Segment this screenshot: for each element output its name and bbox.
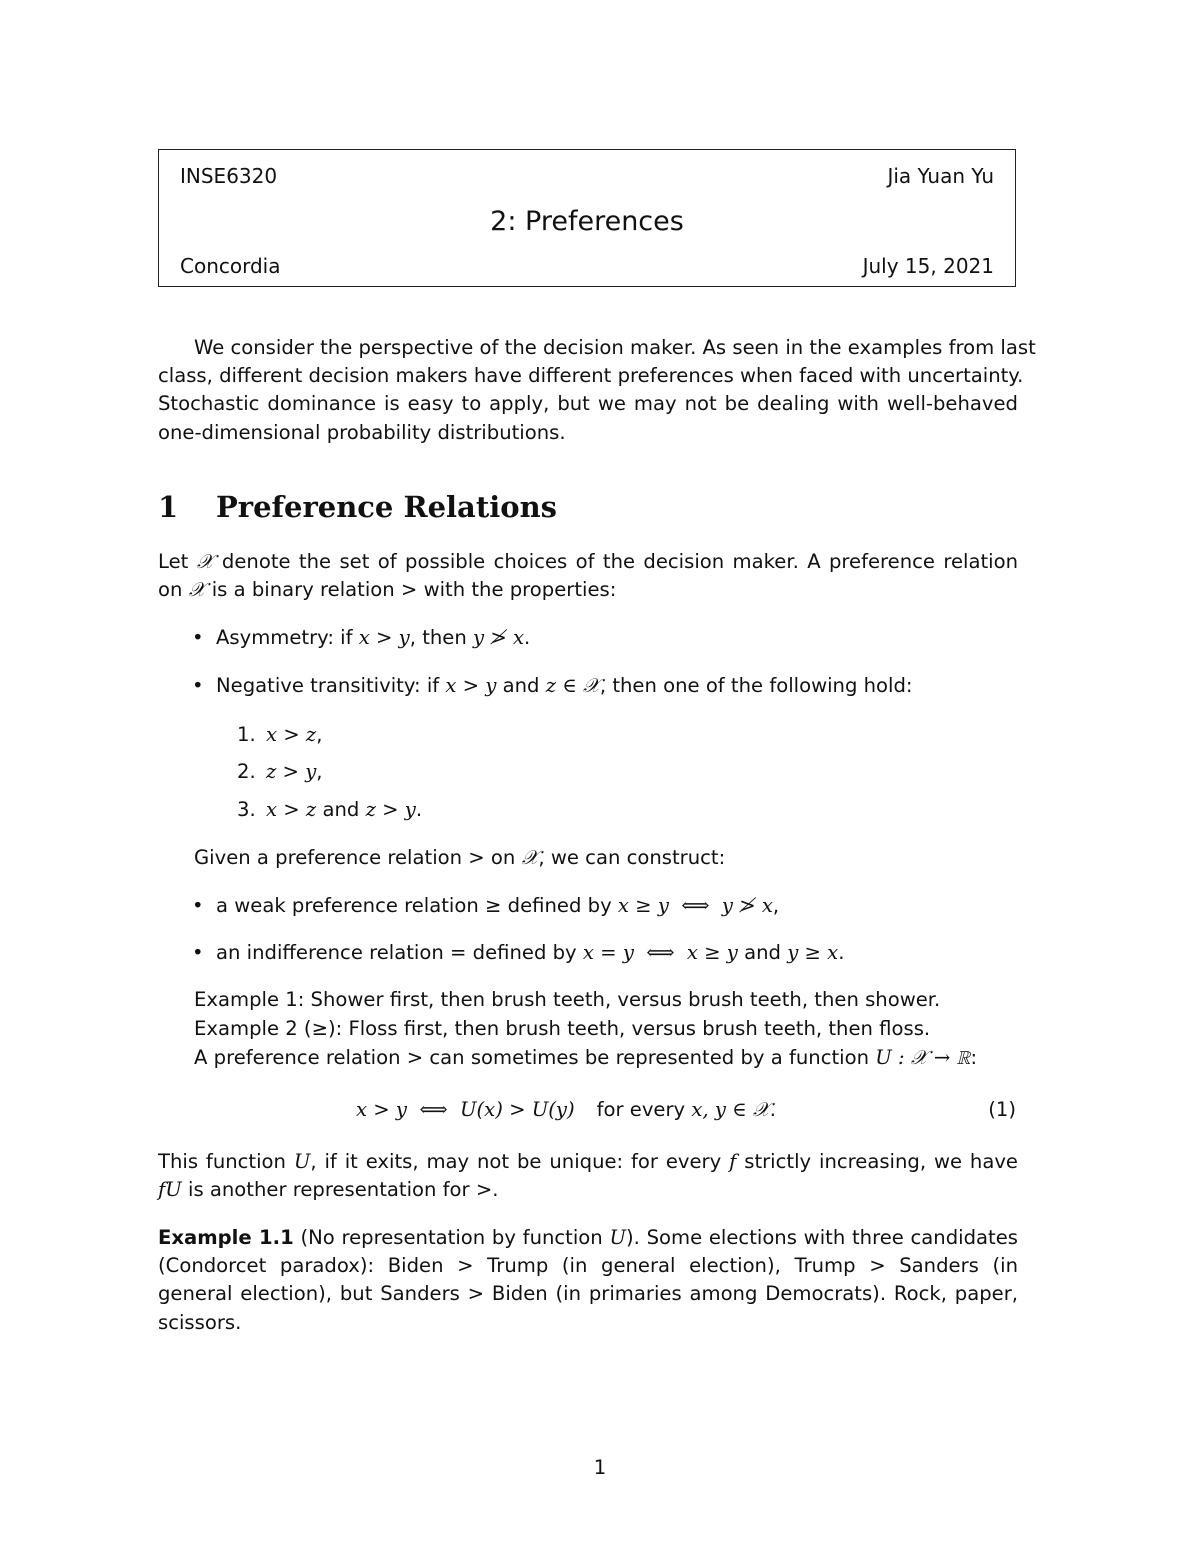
math-expression: x > z xyxy=(266,798,317,821)
uniqueness-line-2 xyxy=(158,1176,1018,1205)
example-1: Example 1: Shower first, then brush teeth, versus brush teeth, then shower. xyxy=(194,988,941,1011)
item-text: . xyxy=(524,626,531,649)
math-expression: z > y xyxy=(365,798,416,821)
rep-text: : xyxy=(970,1046,978,1069)
item-text: , xyxy=(772,894,780,917)
uniqueness-line-1 xyxy=(158,1148,1018,1177)
para-text: ). Some elections with three candidates xyxy=(625,1226,1018,1249)
item-text: . xyxy=(415,798,423,821)
math-expression: x > z xyxy=(266,723,317,746)
bullet-marker: • xyxy=(192,941,204,964)
construct-text: , we can construct: xyxy=(538,846,726,869)
math-expression: y ≯ x xyxy=(473,626,525,649)
example-2: Example 2 (≥): Floss first, then brush teeth, versus brush teeth, then floss. xyxy=(194,1017,931,1040)
intro-line-3: Stochastic dominance is easy to apply, but we may not be dealing with well-behaved xyxy=(158,392,1018,415)
bullet-marker: • xyxy=(192,894,204,917)
intro-line-4: one-dimensional probability distributions. xyxy=(158,421,566,444)
para-text: strictly increasing, we have xyxy=(736,1150,1018,1173)
weak-preference-item xyxy=(216,892,779,920)
math-symbol: U xyxy=(609,1226,626,1249)
equation-1 xyxy=(356,1096,776,1124)
section-number: 1 xyxy=(158,490,179,524)
item-text: and xyxy=(496,674,546,697)
set-symbol: 𝒳 xyxy=(521,846,539,869)
para-text: (No representation by function xyxy=(293,1226,610,1249)
example-label: Example 1.1 xyxy=(158,1226,294,1249)
def-text: is a binary relation > with the properties: xyxy=(205,578,617,601)
math-expression: x > y xyxy=(445,674,497,697)
item-text: and xyxy=(737,941,788,964)
para-text: This function xyxy=(158,1150,294,1173)
item-text: Negative transitivity: if xyxy=(216,674,446,697)
header-box xyxy=(158,149,1016,287)
set-symbol: 𝒳 xyxy=(188,578,206,601)
item-text: a weak preference relation ≥ defined by xyxy=(216,894,618,917)
math-symbol: f xyxy=(729,1150,737,1173)
math-expression: z ∈ 𝒳 xyxy=(545,674,600,697)
math-expression: y ≥ x xyxy=(787,941,839,964)
enum-number: 3. xyxy=(237,798,256,821)
author-name: Jia Yuan Yu xyxy=(887,164,994,188)
para-text: is another representation for >. xyxy=(181,1178,499,1201)
example-1-1-line-2: (Condorcet paradox): Biden > Trump (in general election), Trump > Sanders (in xyxy=(158,1254,1018,1277)
item-text: , xyxy=(316,760,323,783)
math-expression: x ≥ y ⟺ y ≯ x xyxy=(617,894,773,917)
indifference-item xyxy=(216,939,844,967)
enum-item xyxy=(266,796,422,824)
def-text: denote the set of possible choices of the decision maker. A preference relation xyxy=(213,550,1018,573)
para-text: , if it exits, may not be unique: for every xyxy=(310,1150,730,1173)
intro-line-1: We consider the perspective of the decision maker. As seen in the examples from last xyxy=(194,336,1036,359)
item-text: Asymmetry: if xyxy=(216,626,359,649)
math-expression: x, y ∈ 𝒳 xyxy=(691,1098,770,1121)
definition-line-2 xyxy=(158,576,1018,605)
negative-transitivity-item xyxy=(216,672,913,700)
example-1-1-line-4: scissors. xyxy=(158,1311,242,1334)
math-expression: x > y ⟺ U(x) > U(y) xyxy=(356,1098,575,1121)
item-text: , then one of the following hold: xyxy=(599,674,913,697)
section-heading xyxy=(158,488,557,526)
enum-item xyxy=(266,721,322,749)
page-number: 1 xyxy=(593,1456,607,1479)
enum-item xyxy=(266,758,323,786)
math-expression: x = y ⟺ x ≥ y xyxy=(582,941,738,964)
bullet-marker: • xyxy=(192,674,204,697)
set-symbol: 𝒳 xyxy=(196,550,214,573)
example-1-1-line-1 xyxy=(158,1224,1018,1253)
enum-number: 1. xyxy=(237,723,256,746)
equation-text: for every xyxy=(596,1098,692,1121)
math-expression: x > y xyxy=(358,626,410,649)
definition-line-1 xyxy=(158,548,1018,577)
bullet-marker: • xyxy=(192,626,204,649)
def-text: Let xyxy=(158,550,197,573)
math-expression: z > y xyxy=(266,760,317,783)
asymmetry-item xyxy=(216,624,530,652)
lecture-title: 2: Preferences xyxy=(490,206,684,237)
example-1-1-line-3: general election), but Sanders > Biden (in primaries among Democrats). Rock, paper, xyxy=(158,1282,1018,1305)
item-text: , then xyxy=(409,626,474,649)
construct-text: Given a preference relation > on xyxy=(194,846,522,869)
intro-line-2: class, different decision makers have different preferences when faced with uncertainty. xyxy=(158,364,1024,387)
rep-text: A preference relation > can sometimes be represented by a function xyxy=(194,1046,876,1069)
institution: Concordia xyxy=(180,254,281,278)
equation-text: . xyxy=(769,1098,776,1121)
def-text: on xyxy=(158,578,189,601)
enum-number: 2. xyxy=(237,760,256,783)
item-text: . xyxy=(838,941,845,964)
item-text: and xyxy=(316,798,366,821)
representation-line xyxy=(194,1044,977,1073)
item-text: , xyxy=(316,723,323,746)
math-expression: U : 𝒳 → ℝ xyxy=(875,1046,971,1069)
date: July 15, 2021 xyxy=(862,254,994,278)
item-text: an indifference relation = defined by xyxy=(216,941,583,964)
math-symbol: fU xyxy=(158,1178,182,1201)
construct-line xyxy=(194,844,725,873)
section-title: Preference Relations xyxy=(216,490,558,524)
math-symbol: U xyxy=(293,1150,311,1173)
equation-number: (1) xyxy=(988,1098,1016,1121)
course-code: INSE6320 xyxy=(180,164,278,188)
